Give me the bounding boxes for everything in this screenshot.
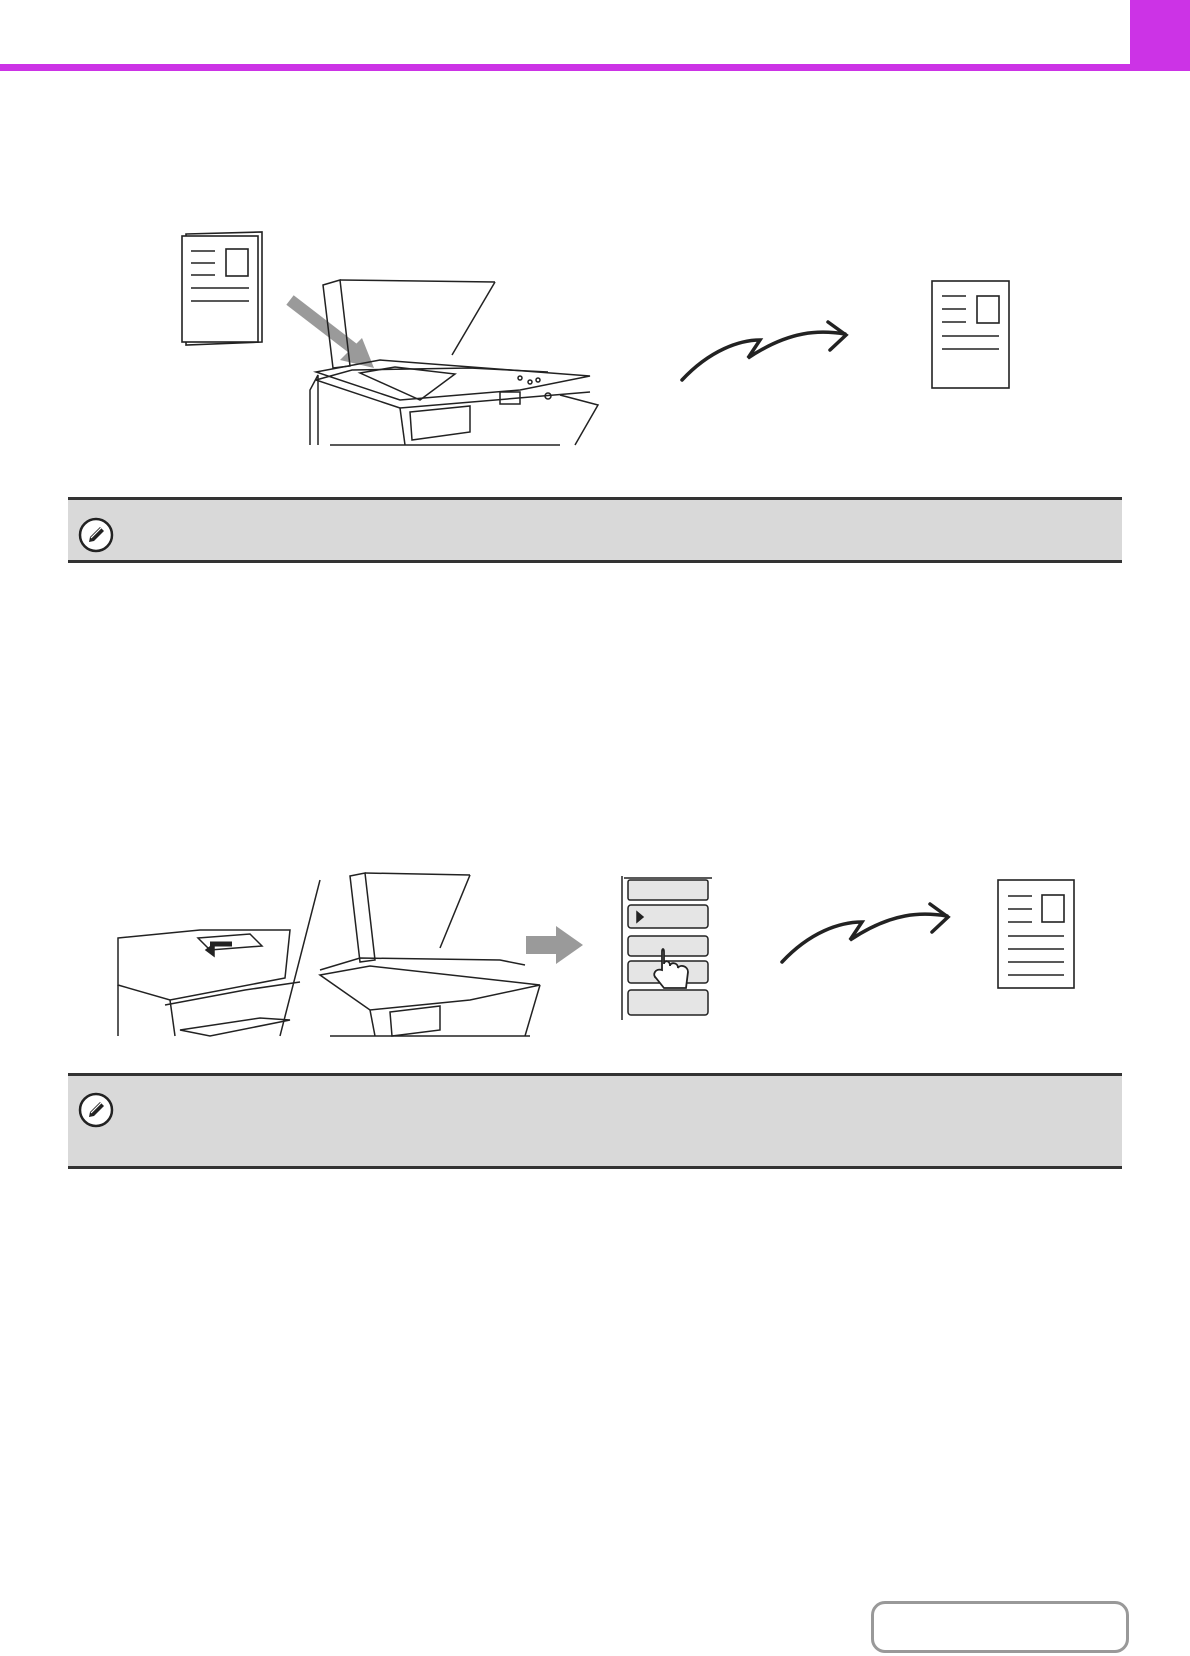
copier-platen-small-illustration [320, 873, 540, 1036]
note-box [68, 497, 1122, 563]
copier-platen-illustration [310, 280, 598, 445]
received-document-icon-2 [998, 880, 1074, 988]
received-document-icon [932, 281, 1009, 388]
pencil-note-icon [78, 517, 114, 553]
pencil-note-icon [78, 1092, 114, 1128]
header-tab[interactable] [1130, 0, 1190, 71]
transmit-arrow-icon-2 [782, 904, 948, 962]
next-step-arrow-icon [526, 926, 583, 964]
transmit-arrow-icon [682, 322, 846, 380]
touch-panel-illustration [622, 876, 712, 1020]
place-arrow-icon [290, 300, 374, 368]
note-box [68, 1073, 1122, 1169]
original-document-stack-icon [182, 232, 262, 345]
adf-illustration [118, 880, 320, 1036]
header-accent-bar [0, 64, 1130, 71]
contents-button[interactable] [871, 1601, 1129, 1653]
